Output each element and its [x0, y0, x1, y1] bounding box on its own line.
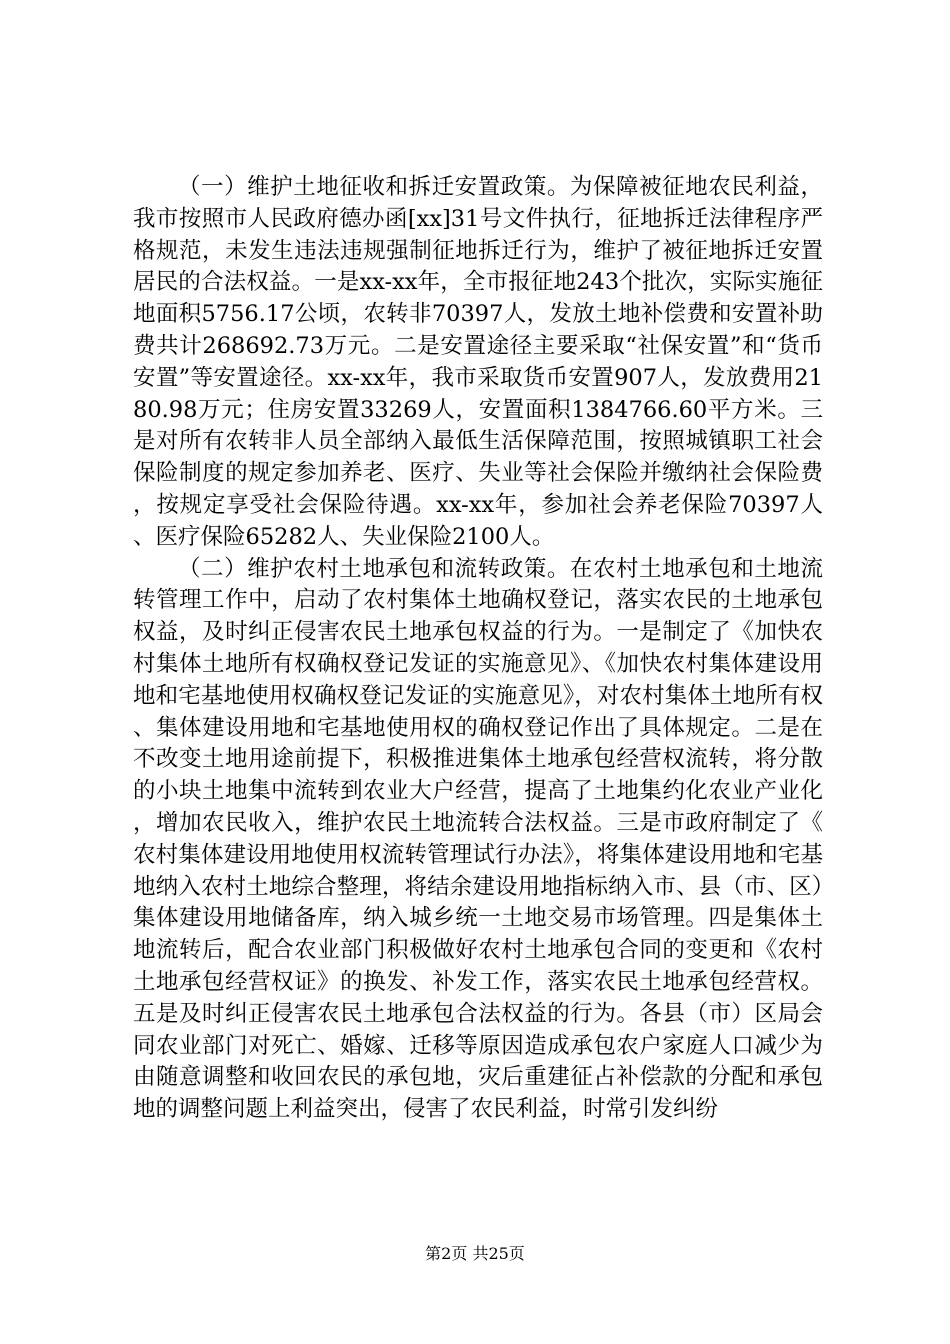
- page-number-indicator: 第2页 共25页: [425, 1244, 525, 1263]
- page-footer: [0, 1244, 950, 1264]
- document-body: [133, 172, 823, 1126]
- paragraph-land-acquisition: （一）维护土地征收和拆迁安置政策。为保障被征地农民利益，我市按照市人民政府德办函[xx]31号文件执行，征地拆迁法律程序严格规范，未发生违法违规强制征地拆迁行为，维护了被征地拆迁安置居民的合法权益。一是xx-xx年，全市报征地243个批次，实际实施征地面积5756.17公顷，农转非70397人，发放土地补偿费和安置补助费共计268692.73万元。二是安置途径主要采取“社保安置”和“货币安置”等安置途径。xx-xx年，我市采取货币安置907人，发放费用2180.98万元；住房安置33269人，安置面积1384766.60平方米。三是对所有农转非人员全部纳入最低生活保障范围，按照城镇职工社会保险制度的规定参加养老、医疗、失业等社会保险并缴纳社会保险费，按规定享受社会保险待遇。xx-xx年，参加社会养老保险70397人、医疗保险65282人、失业保险2100人。: [133, 174, 823, 550]
- paragraph-land-contracting: （二）维护农村土地承包和流转政策。在农村土地承包和土地流转管理工作中，启动了农村集体土地确权登记，落实农民的土地承包权益，及时纠正侵害农民土地承包权益的行为。一是制定了《加快农村集体土地所有权确权登记发证的实施意见》、《加快农村集体建设用地和宅基地使用权确权登记发证的实施意见》，对农村集体土地所有权、集体建设用地和宅基地使用权的确权登记作出了具体规定。二是在不改变土地用途前提下，积极推进集体土地承包经营权流转，将分散的小块土地集中流转到农业大户经营，提高了土地集约化农业产业化，增加农民收入，维护农民土地流转合法权益。三是市政府制定了《农村集体建设用地使用权流转管理试行办法》，将集体建设用地和宅基地纳入农村土地综合整理，将结余建设用地指标纳入市、县（市、区）集体建设用地储备库，纳入城乡统一土地交易市场管理。四是集体土地流转后，配合农业部门积极做好农村土地承包合同的变更和《农村土地承包经营权证》的换发、补发工作，落实农民土地承包经营权。五是及时纠正侵害农民土地承包合法权益的行为。各县（市）区局会同农业部门对死亡、婚嫁、迁移等原因造成承包农户家庭人口减少为由随意调整和收回农民的承包地，灾后重建征占补偿款的分配和承包地的调整问题上利益突出，侵害了农民利益，时常引发纠纷: [133, 555, 823, 1123]
